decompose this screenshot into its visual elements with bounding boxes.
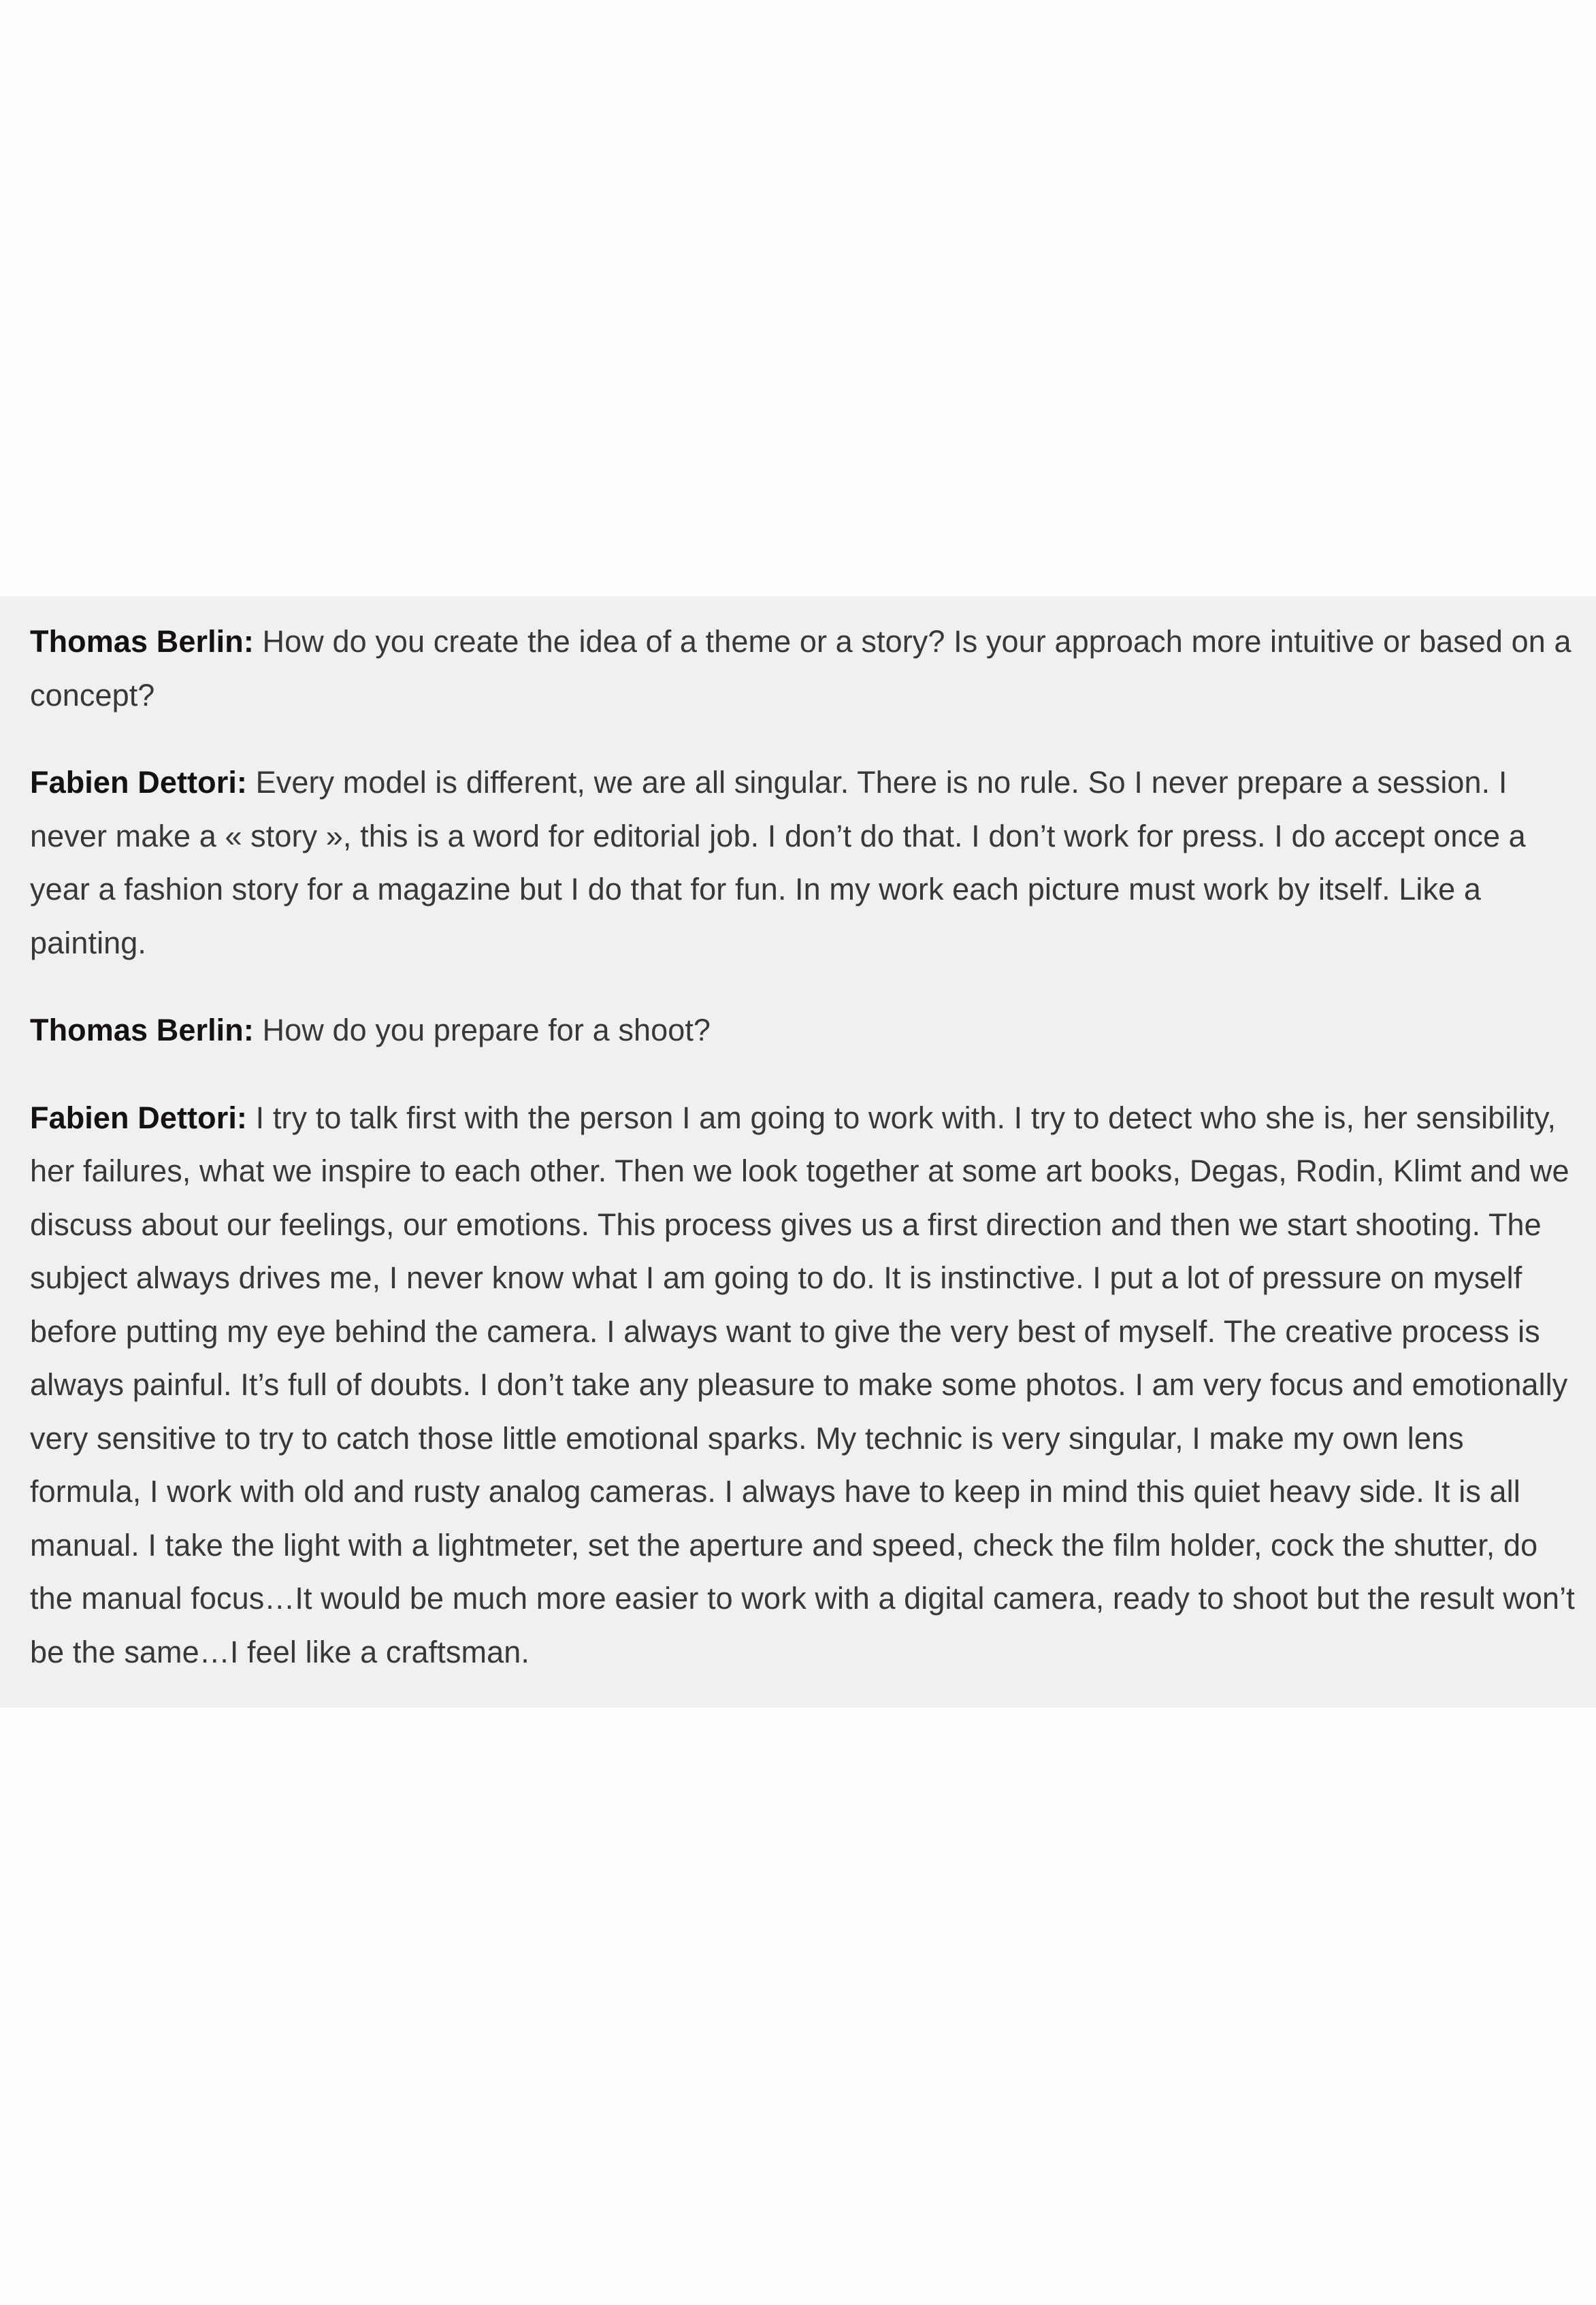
speaker-name: Thomas Berlin:	[30, 1013, 254, 1047]
interview-answer	[30, 756, 1580, 970]
speaker-name: Fabien Dettori:	[30, 1100, 248, 1135]
interview-answer	[30, 1092, 1580, 1680]
speaker-name: Fabien Dettori:	[30, 765, 248, 800]
interview-panel	[0, 596, 1596, 1707]
interview-question	[30, 1004, 1580, 1058]
question-text: How do you prepare for a shoot?	[253, 1013, 711, 1047]
answer-text: Every model is different, we are all singular. There is no rule. So I never prepare a session. I never make a « story », this is a word for editorial job. I don’t do that. I don’t work for press. I do accept once a year a fashion story for a magazine but I do that for fun. In my work each picture must work by itself. Like a painting.	[30, 765, 1526, 960]
question-text: How do you create the idea of a theme or a story? Is your approach more intuitive or based on a concept?	[30, 624, 1571, 713]
interview-question	[30, 615, 1580, 722]
speaker-name: Thomas Berlin:	[30, 624, 254, 659]
answer-text: I try to talk first with the person I am going to work with. I try to detect who she is, her sensibility, her failures, what we inspire to each other. Then we look together at some art books, Degas, Rodin, Klimt and we discuss about our feelings, our emotions. This process gives us a first direction and then we start shooting. The subject always drives me, I never know what I am going to do. It is instinctive. I put a lot of pressure on myself before putting my eye behind the camera. I always want to give the very best of myself. The creative process is always painful. It’s full of doubts. I don’t take any pleasure to make some photos. I am very focus and emotionally very sensitive to try to catch those little emotional sparks. My technic is very singular, I make my own lens formula, I work with old and rusty analog cameras. I always have to keep in mind this quiet heavy side. It is all manual. I take the light with a lightmeter, set the aperture and speed, check the film holder, cock the shutter, do the manual focus…It would be much more easier to work with a digital camera, ready to shoot but the result won’t be the same…I feel like a craftsman.	[30, 1100, 1575, 1669]
